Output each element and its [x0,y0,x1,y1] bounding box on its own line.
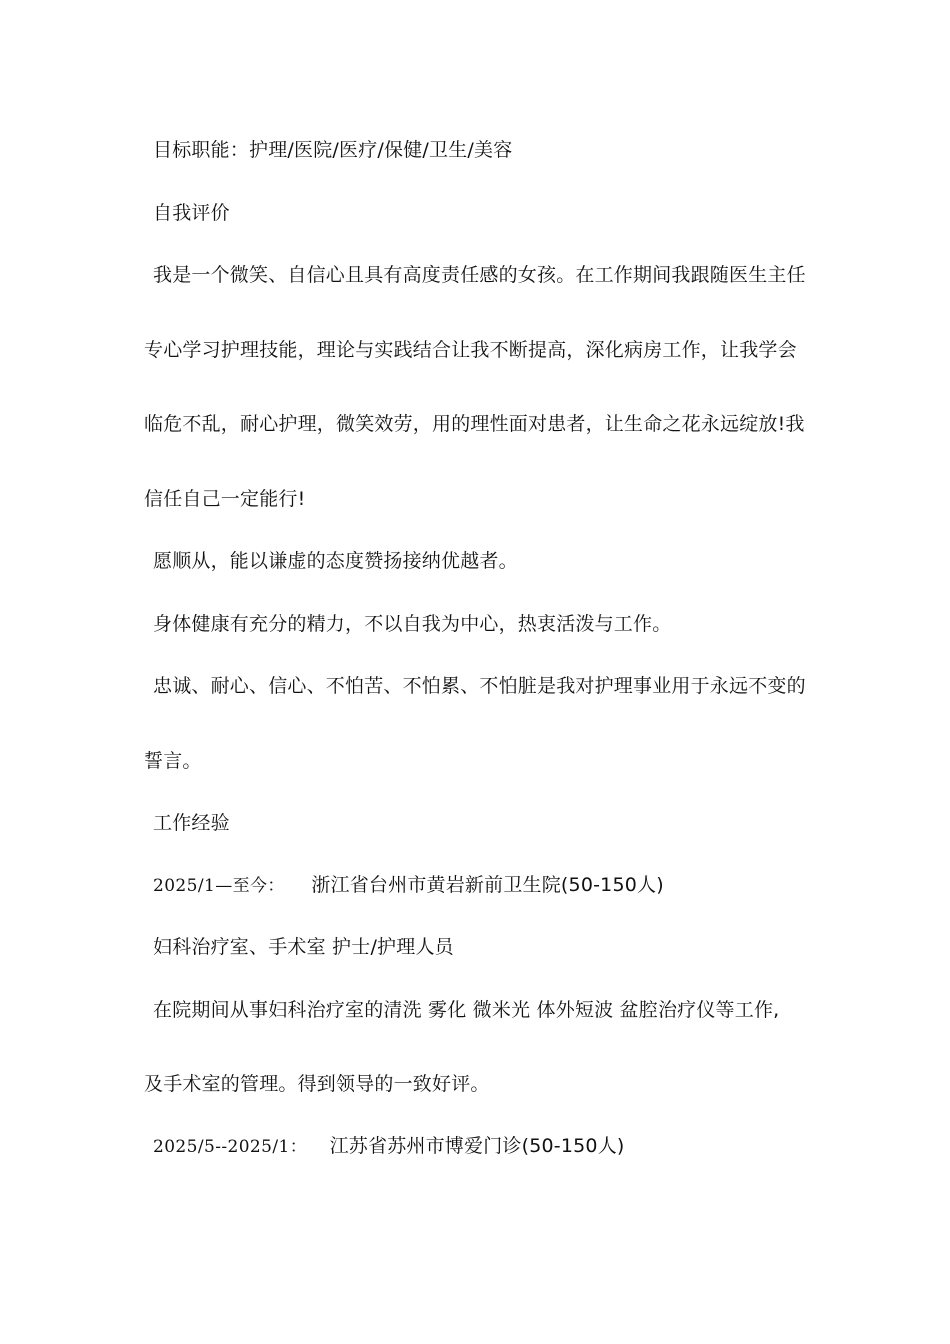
job1-employer: 浙江省台州市黄岩新前卫生院(50-150人) [311,874,664,896]
self-eval-para1-line3: 临危不乱，耐心护理，微笑效劳，用的理性面对患者，让生命之花永远绽放!我 [144,413,805,435]
job2-employer: 江苏省苏州市博爱门诊(50-150人) [329,1135,625,1157]
job1-desc-line1: 在院期间从事妇科治疗室的清洗 雾化 微米光 体外短波 盆腔治疗仪等工作, [153,999,780,1021]
job2-period: 2025/5--2025/1： [153,1137,308,1157]
self-eval-para1-line1: 我是一个微笑、自信心且具有高度责任感的女孩。在工作期间我跟随医生主任 [153,264,806,286]
job1-dept: 妇科治疗室、手术室 护士/护理人员 [153,936,454,958]
self-eval-para1-line4: 信任自己一定能行! [144,488,306,510]
job1-period: 2025/1—至今： [153,876,285,896]
self-eval-para1-line2: 专心学习护理技能，理论与实践结合让我不断提高，深化病房工作，让我学会 [144,339,797,361]
job2-line [153,1134,625,1159]
job1-desc-line2: 及手术室的管理。得到领导的一致好评。 [144,1073,490,1095]
self-eval-para3: 身体健康有充分的精力，不以自我为中心，热衷活泼与工作。 [153,613,672,635]
target-function: 目标职能：护理/医院/医疗/保健/卫生/美容 [153,139,513,161]
self-eval-para4-line2: 誓言。 [144,750,202,772]
self-eval-heading: 自我评价 [153,202,230,224]
job1-line [153,873,664,898]
self-eval-para2: 愿顺从，能以谦虚的态度赞扬接纳优越者。 [153,550,518,572]
work-heading: 工作经验 [153,812,230,834]
self-eval-para4-line1: 忠诚、耐心、信心、不怕苦、不怕累、不怕脏是我对护理事业用于永远不变的 [153,675,806,697]
